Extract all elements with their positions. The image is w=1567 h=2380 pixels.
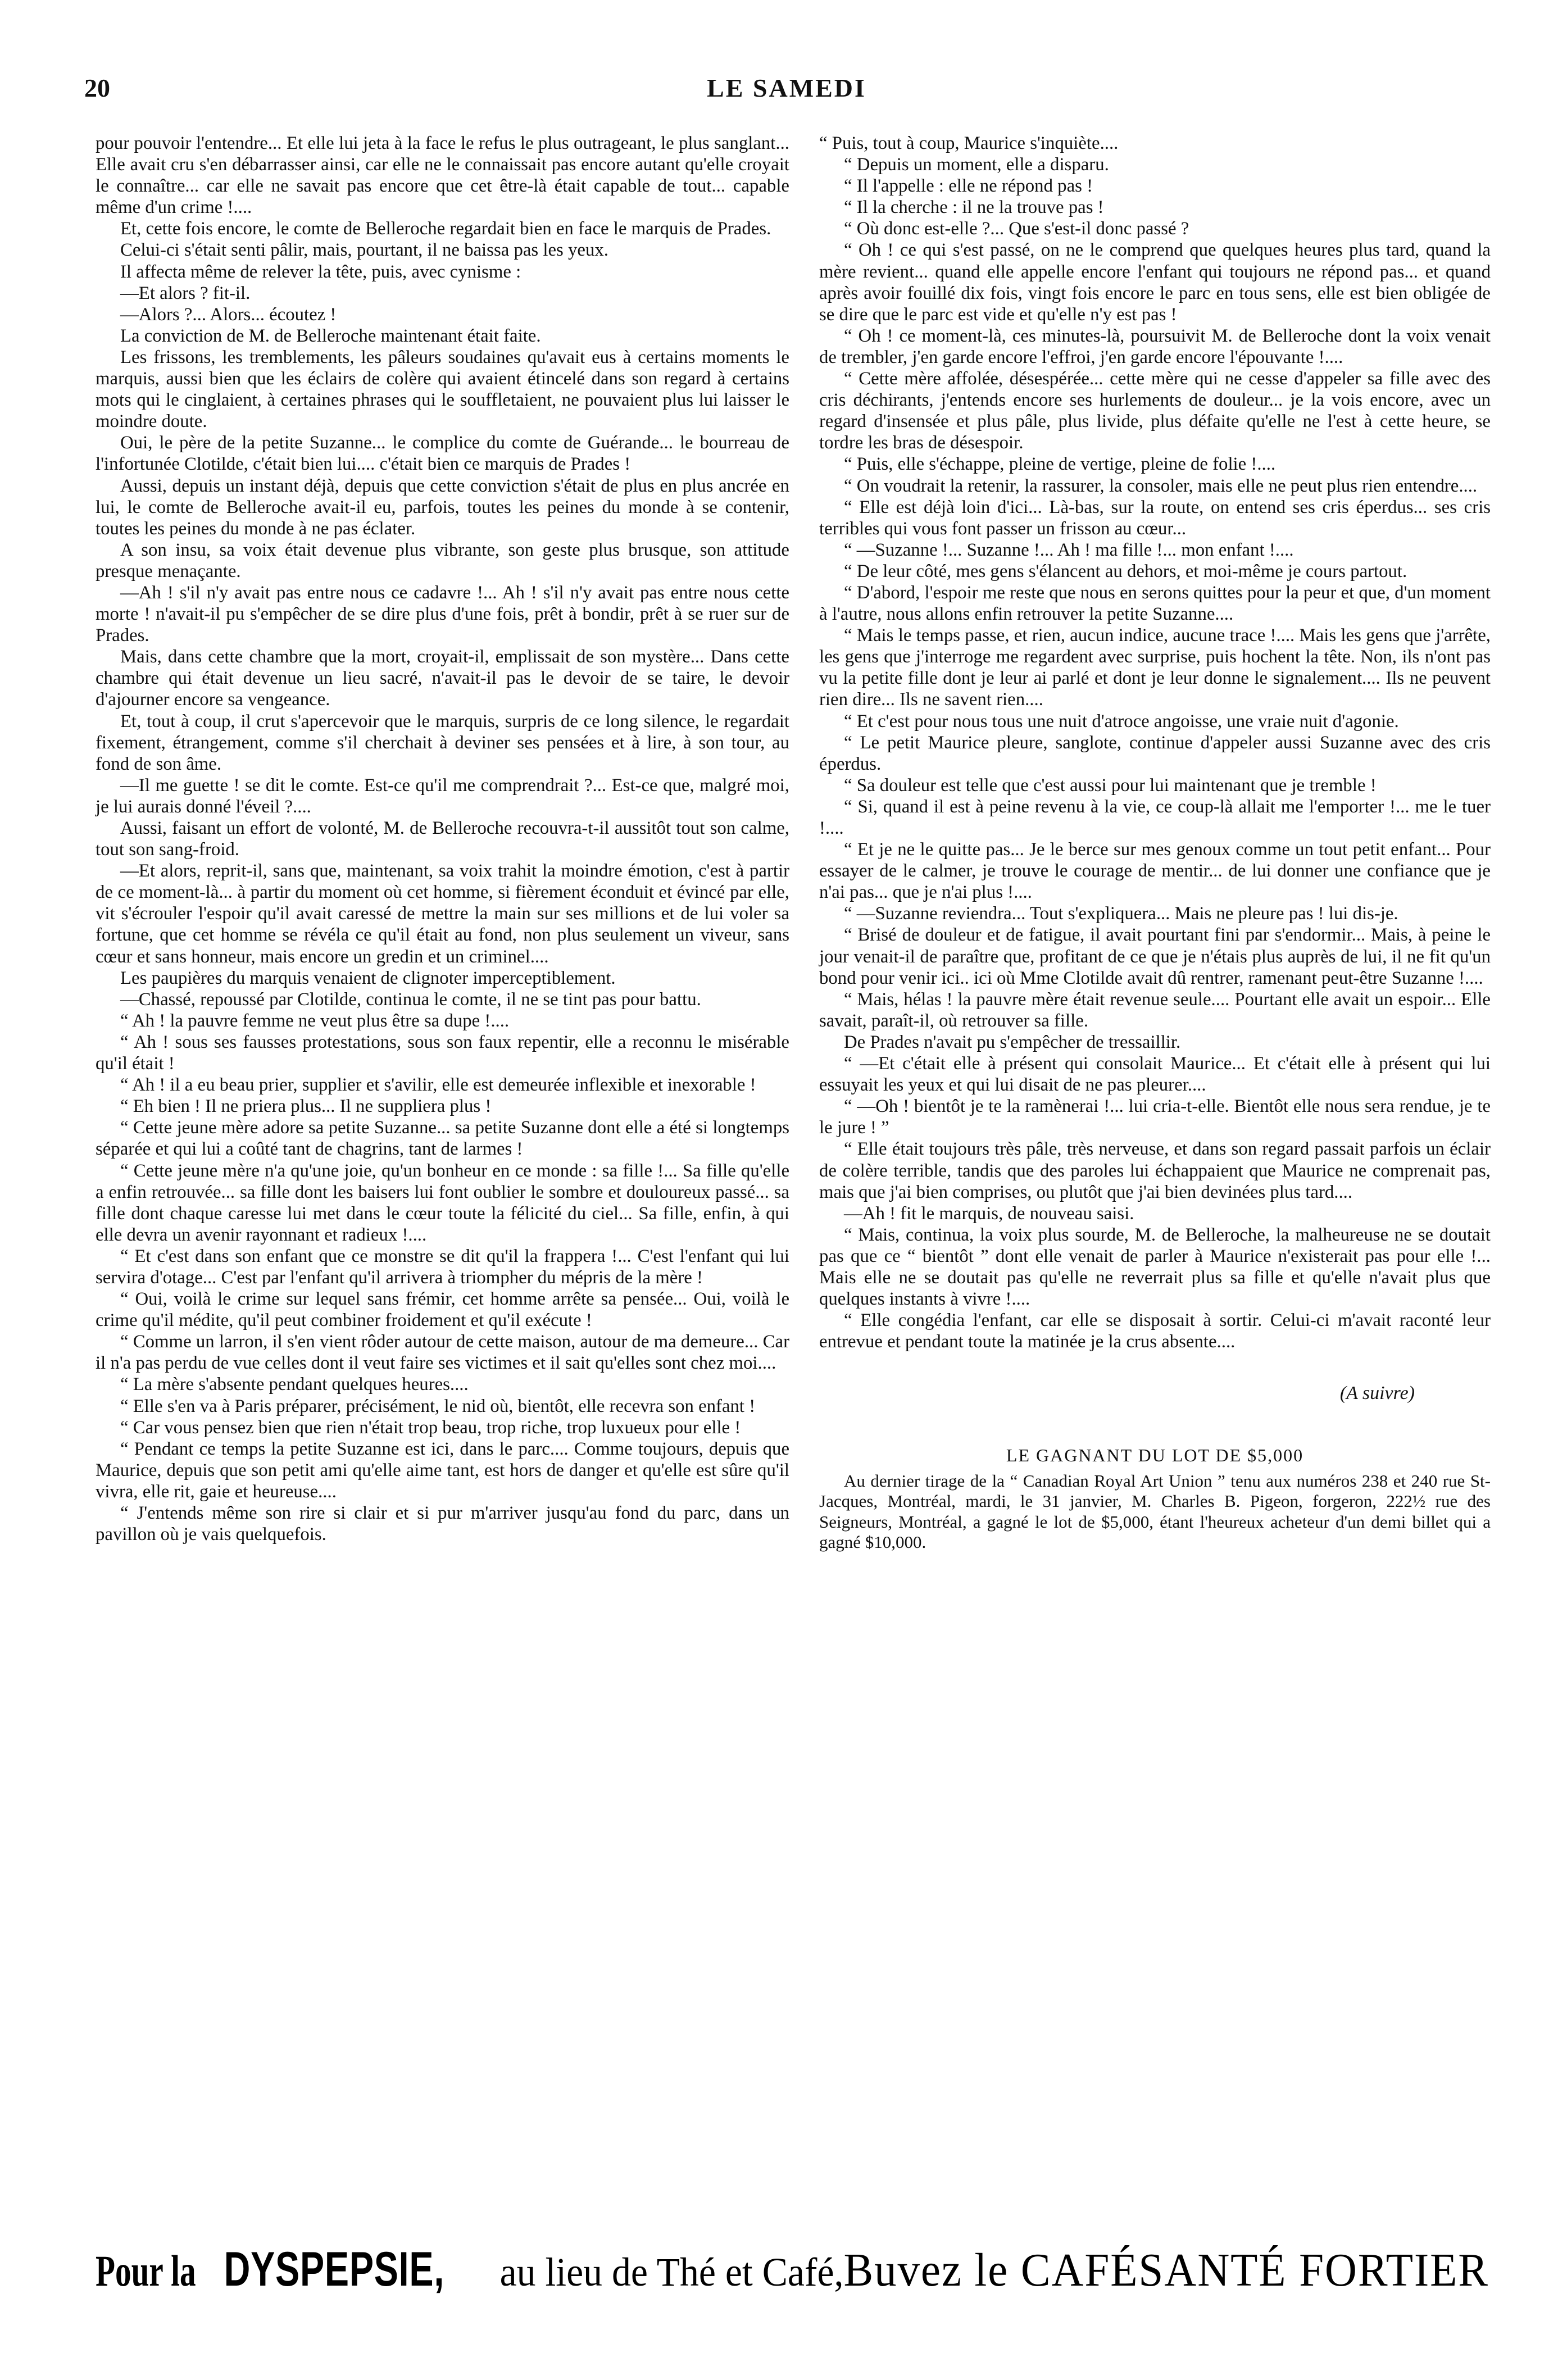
paragraph: Aussi, faisant un effort de volonté, M. de Belleroche recouvra-t-il aussitôt tout son calme, tout son sang-froid. bbox=[96, 818, 789, 860]
paragraph: —Chassé, repoussé par Clotilde, continua le comte, il ne se tint pas pour battu. bbox=[120, 989, 701, 1010]
paragraph: Les frissons, les tremblements, les pâleurs soudaines qu'avait eus à certains moments le marquis, aussi bien que les éclairs de colère qui avaient étincelé dans son regard à certains mots qui le cinglaient, à certaines phrases qui le souffletaient, ne pouvaient plus lui laisser le moindre doute. bbox=[96, 347, 789, 432]
paragraph: “ Cette jeune mère n'a qu'une joie, qu'un bonheur en ce monde : sa fille !... Sa fille qu'elle a enfin retrouvée... sa fille dont les baisers lui font oublier le sombre et douloureux passé... sa fille dont chaque caresse lui met dans le cœur toute la félicité du ciel... Sa fille, enfin, à qui elle devra un avenir rayonnant et radieux !.... bbox=[96, 1160, 789, 1245]
paragraph: —Ah ! fit le marquis, de nouveau saisi. bbox=[844, 1203, 1134, 1224]
paragraph: “ Mais, continua, la voix plus sourde, M. de Belleroche, la malheureuse ne se doutait pas que ce “ bientôt ” dont elle venait de parler à Maurice n'existerait pas pour elle !... Mais elle ne se doutait pas qu'elle ne reverrait plus sa fille et qu'elle n'avait plus que quelques instants à vivre !.... bbox=[819, 1224, 1491, 1310]
paragraph: —Et alors, reprit-il, sans que, maintenant, sa voix trahit la moindre émotion, c'est à partir de ce moment-là... à partir du moment où cet homme, si fièrement éconduit et évincé par elle, vit s'écrouler l'espoir qu'il avait caressé de mettre la main sur ses millions et de lui voler sa fortune, que cet homme se révéla ce qu'il était au fond, non plus seulement un viveur, sans cœur et sans honneur, mais encore un gredin et un criminel.... bbox=[96, 861, 789, 967]
paragraph: La conviction de M. de Belleroche maintenant était faite. bbox=[120, 325, 541, 346]
paragraph: “ Oh ! ce moment-là, ces minutes-là, poursuivit M. de Belleroche dont la voix venait de trembler, j'en garde encore l'effroi, j'en garde encore l'épouvante !.... bbox=[819, 325, 1491, 367]
paragraph: —Alors ?... Alors... écoutez ! bbox=[120, 304, 337, 325]
ad-part-cafesante: Buvez le CAFÉSANTÉ FORTIER bbox=[843, 2244, 1489, 2296]
paragraph: —Et alors ? fit-il. bbox=[120, 283, 251, 303]
paragraph: “ Et c'est pour nous tous une nuit d'atroce angoisse, une vraie nuit d'agonie. bbox=[844, 711, 1399, 732]
ad-part-the-cafe: au lieu de Thé et Café, bbox=[499, 2250, 844, 2295]
paragraph: —Il me guette ! se dit le comte. Est-ce qu'il me comprendrait ?... Est-ce que, malgré moi, je lui aurais donné l'éveil ?.... bbox=[96, 775, 789, 817]
paragraph: Oui, le père de la petite Suzanne... le complice du comte de Guérande... le bourreau de l'infortunée Clotilde, c'était bien lui.... c'était bien ce marquis de Prades ! bbox=[96, 433, 789, 475]
paragraph: “ Il la cherche : il ne la trouve pas ! bbox=[844, 197, 1104, 218]
left-column bbox=[96, 133, 789, 1545]
paragraph: “ Puis, tout à coup, Maurice s'inquiète.... bbox=[819, 133, 1119, 153]
paragraph: “ —Suzanne reviendra... Tout s'expliquera... Mais ne pleure pas ! lui dis-je. bbox=[844, 903, 1398, 924]
paragraph: Et, tout à coup, il crut s'apercevoir que le marquis, surpris de ce long silence, le regardait fixement, étrangement, comme s'il cherchait à deviner ses pensées et à lire, à son tour, au fond de son âme. bbox=[96, 711, 789, 774]
paragraph: “ —Suzanne !... Suzanne !... Ah ! ma fille !... mon enfant !.... bbox=[844, 539, 1294, 560]
paragraph: “ La mère s'absente pendant quelques heures.... bbox=[120, 1374, 469, 1395]
paragraph: “ Brisé de douleur et de fatigue, il avait pourtant fini par s'endormir... Mais, à peine le jour venait-il de paraître que, profitant de ce que je n'étais plus auprès de lui, il ne fit qu'un bond pour venir ici.. ici où Mme Clotilde avait dû rentrer, ramenant peut-être Suzanne !.... bbox=[819, 925, 1491, 988]
paragraph: Il affecta même de relever la tête, puis, avec cynisme : bbox=[120, 261, 521, 282]
paragraph: “ Ah ! il a eu beau prier, supplier et s'avilir, elle est demeurée inflexible et inexorable ! bbox=[120, 1075, 756, 1096]
paragraph: “ Elle s'en va à Paris préparer, précisément, le nid où, bientôt, elle recevra son enfant ! bbox=[120, 1396, 756, 1416]
paragraph: “ Mais le temps passe, et rien, aucun indice, aucune trace !.... Mais les gens que j'arrête, les gens que j'interroge me regardent avec surprise, puis hochent la tête. Non, ils n'ont pas vu la petite fille dont je leur ai parlé et dont je leur donne le signalement.... Ils ne peuvent rien dire... Ils ne savent rien.... bbox=[819, 625, 1491, 710]
paragraph: “ Ah ! sous ses fausses protestations, sous son faux repentir, elle a reconnu le misérable qu'il était ! bbox=[96, 1032, 789, 1074]
paragraph: “ Et je ne le quitte pas... Je le berce sur mes genoux comme un tout petit enfant... Pour essayer de le calmer, je trouve le courage de mentir... de lui donner une confiance que je n'ai pas... que je n'ai plus !.... bbox=[819, 839, 1491, 903]
paragraph: De Prades n'avait pu s'empêcher de tressaillir. bbox=[844, 1032, 1181, 1052]
paragraph: Les paupières du marquis venaient de clignoter imperceptiblement. bbox=[120, 968, 616, 988]
journal-title: LE SAMEDI bbox=[707, 74, 866, 102]
paragraph: pour pouvoir l'entendre... Et elle lui jeta à la face le refus le plus outrageant, le plus sanglant... Elle avait cru s'en débarrasser ainsi, car elle ne le connaissait pas encore autant qu'elle croyait le connaître... car elle ne savait pas encore que cet être-là était capable de tout... capable même d'un crime !.... bbox=[96, 133, 789, 218]
paragraph: “ Comme un larron, il s'en vient rôder autour de cette maison, autour de ma demeure... Car il n'a pas perdu de vue celles dont il veut faire ses victimes et il sait qu'elles sont chez moi.... bbox=[96, 1332, 789, 1374]
paragraph: “ Il l'appelle : elle ne répond pas ! bbox=[844, 176, 1093, 197]
paragraph: “ Le petit Maurice pleure, sanglote, continue d'appeler aussi Suzanne avec des cris éperdus. bbox=[819, 732, 1491, 774]
paragraph: Aussi, depuis un instant déjà, depuis que cette conviction s'était de plus en plus ancrée en lui, le comte de Belleroche avait-il eu, parfois, toutes les peines du monde à se contenir, toutes les peines du monde à ne pas éclater. bbox=[96, 475, 789, 539]
right-column-paragraphs bbox=[819, 133, 1491, 1352]
paragraph: “ Pendant ce temps la petite Suzanne est ici, dans le parc.... Comme toujours, depuis que Maurice, depuis que son petit ami qu'elle aime tant, est hors de danger et qu'elle est sûre qu'il vivra, elle rit, gaie et heureuse.... bbox=[96, 1438, 789, 1502]
ad-part-pour-la: Pour la bbox=[96, 2246, 196, 2295]
paragraph: “ J'entends même son rire si clair et si pur m'arriver jusqu'au fond du parc, dans un pavillon où je vais quelquefois. bbox=[96, 1503, 789, 1545]
paragraph: “ Et c'est dans son enfant que ce monstre se dit qu'il la frappera !... C'est l'enfant qui lui servira d'otage... C'est par l'enfant qu'il arrivera à triompher du mépris de la mère ! bbox=[96, 1246, 789, 1288]
paragraph: Celui-ci s'était senti pâlir, mais, pourtant, il ne baissa pas les yeux. bbox=[120, 240, 608, 261]
paragraph: “ —Oh ! bientôt je te la ramènerai !... lui cria-t-elle. Bientôt elle nous sera rendue, je te le jure ! ” bbox=[819, 1096, 1491, 1138]
notice-body: Au dernier tirage de la “ Canadian Royal Art Union ” tenu aux numéros 238 et 240 rue St-Jacques, Montréal, mardi, le 31 janvier, M. Charles B. Pigeon, forgeron, 222½ rue des Seigneurs, Montréal, a gagné le lot de $5,000, étant l'heureux acheteur d'un demi billet qui a gagné $10,000. bbox=[819, 1470, 1491, 1552]
paragraph: A son insu, sa voix était devenue plus vibrante, son geste plus brusque, son attitude presque menaçante. bbox=[96, 539, 789, 582]
page-header bbox=[84, 73, 1489, 118]
a-suivre-note: (A suivre) bbox=[1339, 1383, 1415, 1404]
paragraph: “ On voudrait la retenir, la rassurer, la consoler, mais elle ne peut plus rien entendre.... bbox=[844, 475, 1478, 496]
paragraph: “ Puis, elle s'échappe, pleine de vertige, pleine de folie !.... bbox=[844, 454, 1276, 475]
page-number: 20 bbox=[84, 74, 110, 102]
ad-part-dyspepsie: DYSPEPSIE, bbox=[224, 2242, 445, 2296]
paragraph: “ Oh ! ce qui s'est passé, on ne le comprend que quelques heures plus tard, quand la mère revient... quand elle appelle encore l'enfant qui toujours ne répond pas... et quand après avoir fouillé dix fois, vingt fois encore le parc en tous sens, elle est bien obligée de se dire que le parc est vide et qu'elle n'y est pas ! bbox=[819, 240, 1491, 325]
paragraph: “ Cette mère affolée, désespérée... cette mère qui ne cesse d'appeler sa fille avec des cris déchirants, j'entends encore ses hurlements de douleur... je la vois encore, avec un regard d'insensée et plus pâle, plus livide, plus défaite qu'elle ne l'est à cette heure, se tordre les bras de désespoir. bbox=[819, 369, 1491, 453]
paragraph: “ Sa douleur est telle que c'est aussi pour lui maintenant que je tremble ! bbox=[844, 775, 1377, 796]
paragraph: “ Si, quand il est à peine revenu à la vie, ce coup-là allait me l'emporter !... me le tuer !.... bbox=[819, 796, 1491, 838]
paragraph: Mais, dans cette chambre que la mort, croyait-il, emplissait de son mystère... Dans cette chambre qui était devenue un lieu sacré, n'avait-il pas le devoir de se taire, le devoir d'ajourner encore sa vengeance. bbox=[96, 647, 789, 710]
notice-title: LE GAGNANT DU LOT DE $5,000 bbox=[1006, 1445, 1304, 1466]
paragraph: “ Ah ! la pauvre femme ne veut plus être sa dupe !.... bbox=[120, 1010, 510, 1031]
paragraph: “ Oui, voilà le crime sur lequel sans frémir, cet homme arrête sa pensée... Oui, voilà le crime qu'il médite, qu'il peut combiner froidement et qu'il exécute ! bbox=[96, 1289, 789, 1331]
paragraph: —Ah ! s'il n'y avait pas entre nous ce cadavre !... Ah ! s'il n'y avait pas entre nous cette morte ! n'avait-il pu s'empêcher de se dire plus d'une fois, prêt à bondir, prêt à se ruer sur de Prades. bbox=[96, 582, 789, 646]
paragraph: “ D'abord, l'espoir me reste que nous en serons quittes pour la peur et que, d'un moment à l'autre, nous allons enfin retrouver la petite Suzanne.... bbox=[819, 582, 1491, 625]
paragraph: “ Elle est déjà loin d'ici... Là-bas, sur la route, on entend ses cris éperdus... ses cris terribles qui vous font passer un frisson au cœur... bbox=[819, 497, 1491, 539]
paragraph: “ Elle congédia l'enfant, car elle se disposait à sortir. Celui-ci m'avait raconté leur entrevue et pendant toute la matinée je la crus absente.... bbox=[819, 1310, 1491, 1352]
paragraph: “ Mais, hélas ! la pauvre mère était revenue seule.... Pourtant elle avait un espoir... Elle savait, paraît-il, où retrouver sa fille. bbox=[819, 989, 1491, 1031]
paragraph: “ Cette jeune mère adore sa petite Suzanne... sa petite Suzanne dont elle a été si longtemps séparée et qui lui a coûté tant de chagrins, tant de larmes ! bbox=[96, 1118, 789, 1160]
right-column bbox=[819, 133, 1491, 1553]
paragraph: “ —Et c'était elle à présent qui consolait Maurice... Et c'était elle à présent qui lui essuyait les yeux et qui lui disait de ne pas pleurer.... bbox=[819, 1053, 1491, 1096]
paragraph: “ Elle était toujours très pâle, très nerveuse, et dans son regard passait parfois un éclair de colère terrible, tandis que des paroles lui échappaient que Maurice ne comprenait pas, mais que j'ai bien comprises, ou plutôt que j'ai bien devinées plus tard.... bbox=[819, 1139, 1491, 1202]
paragraph: “ Eh bien ! Il ne priera plus... Il ne suppliera plus ! bbox=[120, 1096, 492, 1117]
paragraph: “ Car vous pensez bien que rien n'était trop beau, trop riche, trop luxueux pour elle ! bbox=[120, 1417, 741, 1438]
advertisement-banner bbox=[96, 2242, 1489, 2304]
paragraph: “ Où donc est-elle ?... Que s'est-il donc passé ? bbox=[844, 219, 1189, 239]
paragraph: “ Depuis un moment, elle a disparu. bbox=[844, 155, 1109, 175]
paragraph: “ De leur côté, mes gens s'élancent au dehors, et moi-même je cours partout. bbox=[844, 561, 1407, 582]
paragraph: Et, cette fois encore, le comte de Belleroche regardait bien en face le marquis de Prades. bbox=[120, 219, 771, 239]
